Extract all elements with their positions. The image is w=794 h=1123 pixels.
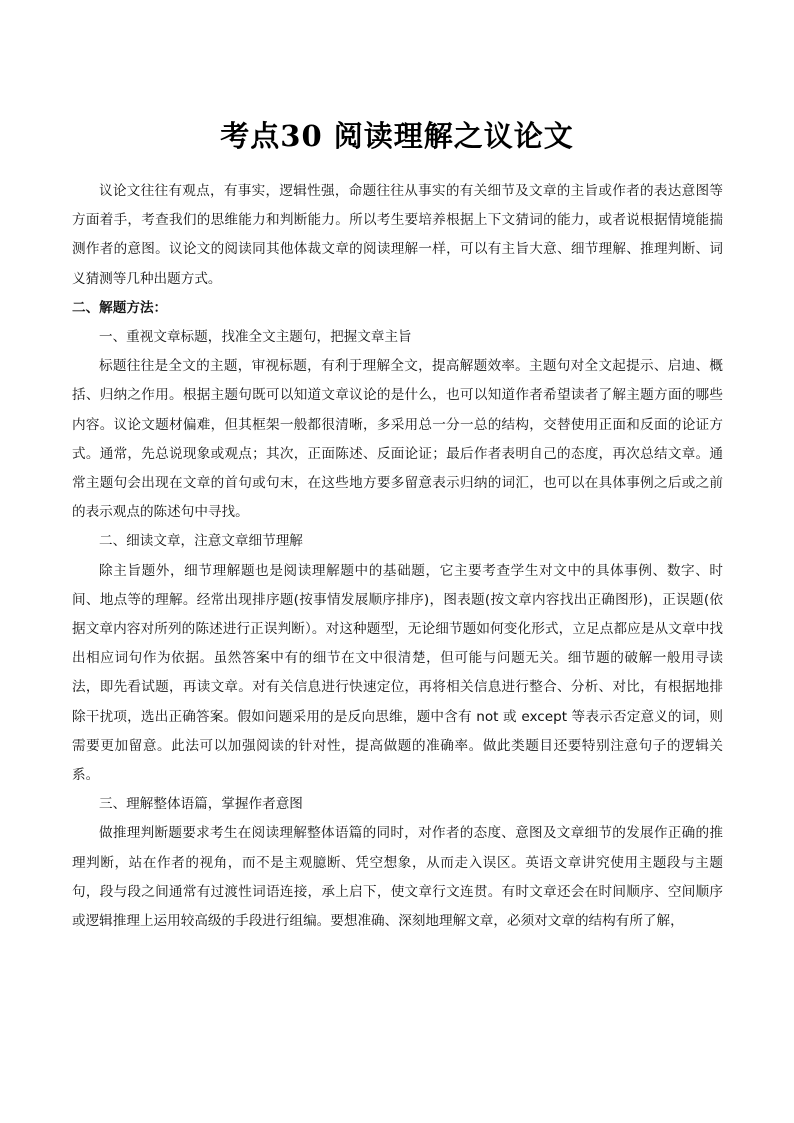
intro-paragraph: 议论文往往有观点，有事实，逻辑性强，命题往往从事实的有关细节及文章的主旨或作者的表达意图等方面着手，考查我们的思维能力和判断能力。所以考生要培养根据上下文猜词的能力，或者说根据情境能揣测作者的意图。议论文的阅读同其他体裁文章的阅读理解一样，可以有主旨大意、细节理解、推理判断、词义猜测等几种出题方式。: [72, 183, 723, 287]
document-body: [72, 177, 723, 936]
method1-heading: 一、重视文章标题，找准全文主题句，把握文章主旨: [99, 329, 412, 346]
section-heading: 二、解题方法：: [72, 299, 168, 316]
method3-paragraph: 做推理判断题要求考生在阅读理解整体语篇的同时，对作者的态度、意图及文章细节的发展作正确的推理判断，站在作者的视角，而不是主观臆断、凭空想象，从而走入误区。英语文章讲究使用主题段与主题句，段与段之间通常有过渡性词语连接，承上启下，使文章行文连贯。有时文章还会在时间顺序、空间顺序或逻辑推理上运用较高级的手段进行组编。要想准确、深刻地理解文章，必须对文章的结构有所了解，: [72, 825, 723, 930]
method2-heading: 二、细读文章，注意文章细节理解: [99, 533, 303, 550]
page-title: 考点30 阅读理解之议论文: [220, 119, 574, 153]
method3-heading: 三、理解整体语篇，掌握作者意图: [99, 796, 303, 813]
method1-paragraph: 标题往往是全文的主题，审视标题，有利于理解全文，提高解题效率。主题句对全文起提示、启迪、概括、归纳之作用。根据主题句既可以知道文章议论的是什么，也可以知道作者希望读者了解主题方面的哪些内容。议论文题材偏难，但其框架一般都很清晰，多采用总一分一总的结构，交替使用正面和反面的论证方式。通常，先总说现象或观点；其次，正面陈述、反面论证；最后作者表明自己的态度，再次总结文章。通常主题句会出现在文章的首句或句末，在这些地方要多留意表示归纳的词汇，也可以在具体事例之后或之前的表示观点的陈述句中寻找。: [72, 358, 723, 521]
method2-paragraph: 除主旨题外，细节理解题也是阅读理解题中的基础题，它主要考查学生对文中的具体事例、数字、时间、地点等的理解。经常出现排序题(按事情发展顺序排序)，图表题(按文章内容找出正确图形)，正误题(依据文章内容对所列的陈述进行正误判断）。对这种题型，无论细节题如何变化形式，立足点都应是从文章中找出相应词句作为依据。虽然答案中有的细节在文中很清楚，但可能与问题无关。细节题的破解一般用寻读法，即先看试题，再读文章。对有关信息进行快速定位，再将相关信息进行整合、分析、对比，有根据地排除干扰项，选出正确答案。假如问题采用的是反向思维，题中含有 not 或 except 等表示否定意义的词，则需要更加留意。此法可以加强阅读的针对性，提高做题的准确率。做此类题目还要特别注意句子的逻辑关系。: [72, 562, 723, 784]
